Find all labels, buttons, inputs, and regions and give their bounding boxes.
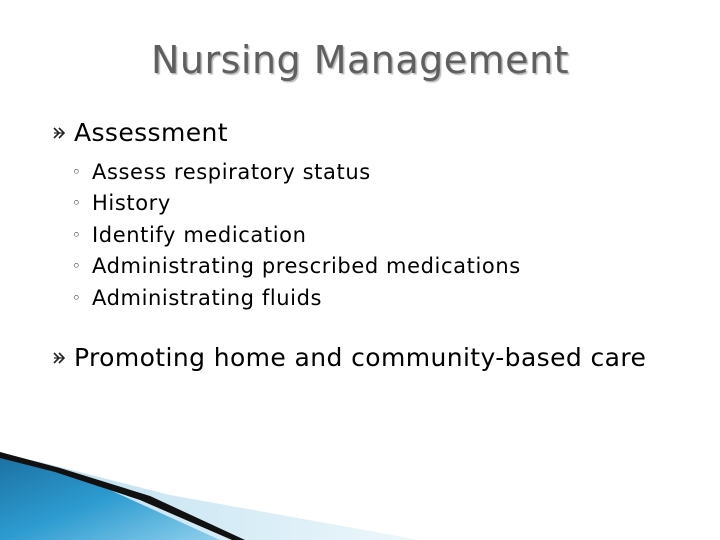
list-item: [72, 188, 521, 220]
list-item: [72, 156, 521, 188]
bullet-arrow-icon: [52, 351, 66, 365]
bullet-label: Promoting home and community-based care: [74, 343, 647, 372]
assessment-sublist: [72, 156, 521, 314]
sub-bullet-circle-icon: ◦: [72, 225, 81, 244]
sub-item-text: Administrating prescribed medications: [92, 254, 521, 279]
list-item: [72, 219, 521, 251]
list-item: [72, 282, 521, 314]
sub-item-text: Administrating fluids: [92, 285, 323, 310]
sub-bullet-circle-icon: ◦: [72, 162, 81, 181]
sub-bullet-circle-icon: ◦: [72, 257, 81, 276]
bullet-label: Assessment: [74, 118, 228, 147]
sub-item-text: History: [92, 191, 171, 216]
sub-bullet-circle-icon: ◦: [72, 288, 81, 307]
list-item: [72, 251, 521, 283]
sub-item-text: Identify medication: [92, 222, 307, 247]
sub-item-text: Assess respiratory status: [92, 159, 371, 184]
bullet-home-community-care: [52, 343, 646, 372]
bullet-arrow-icon: [52, 126, 66, 140]
sub-bullet-circle-icon: ◦: [72, 194, 81, 213]
bullet-assessment: [52, 118, 228, 147]
slide-title: Nursing Management: [150, 38, 570, 82]
